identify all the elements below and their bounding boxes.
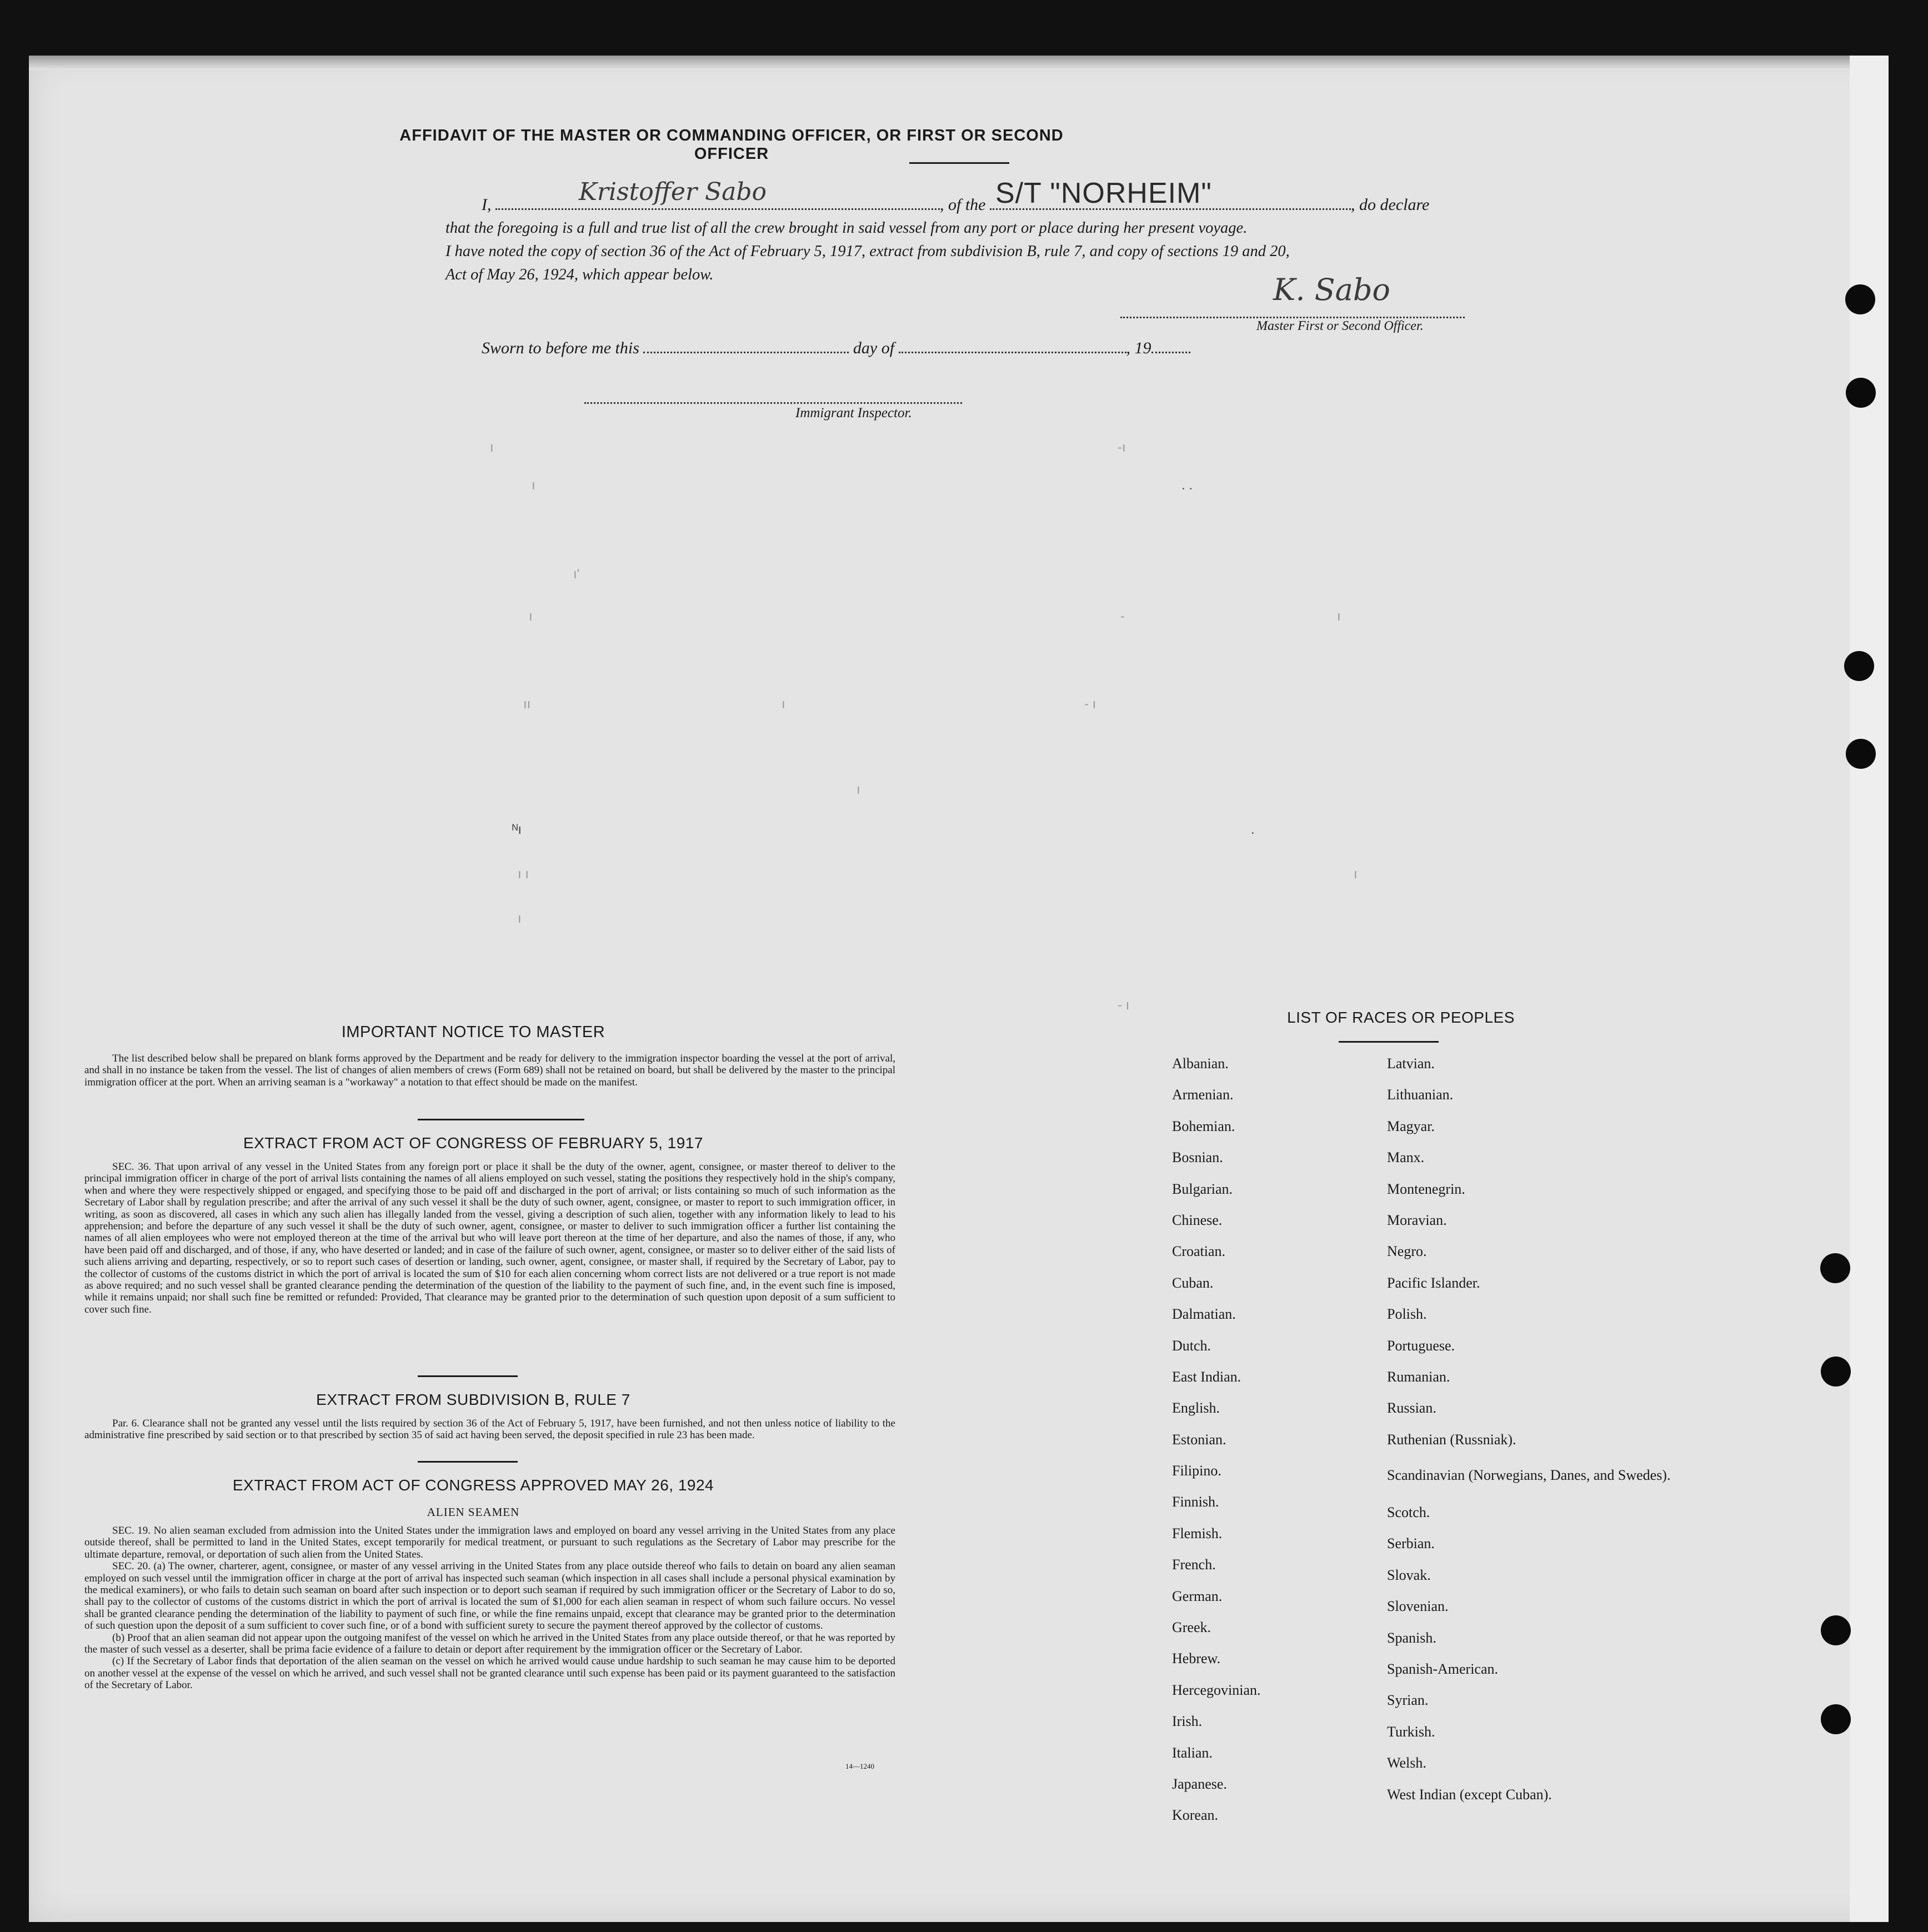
extract-1917-body: SEC. 36. That upon arrival of any vessel in the United States from any foreign port or place it shall be the duty of the owner, agent, consignee, or master thereof to deliver to the principal immigration officer in charge of the port of arrival lists containing the names of all aliens employed on such vessel, stating the positions they respectively hold in the ship's company, when and where they were respectively shipped or engaged, and specifying those to be paid off and discharged in the port of arrival; or lists containing so much of such information as the Secretary of Labor shall by regulation prescribe; and after the arrival of any such vessel it shall be the duty of such owner, agent, consignee, or master to report to such immigration officer, in writing, as soon as discovered, all cases in which any such alien has illegally landed from the vessel, giving a description of such alien, together with any information likely to lead to his apprehension; and before the departure of any such vessel it shall be the duty of such owner, agent, consignee, or master to deliver to such immigration officer a further list containing the names of all alien employees who were not employed thereon at the time of the arrival but who will leave port thereon at the time of her departure, and also the names of those, if any, who have been paid off and discharged, and of those, if any, who have deserted or landed; and in case of the failure of such owner, agent, consignee, or master so to deliver either of the said lists of such aliens arriving and departing, respectively, or so to report such cases of desertion or landing, such owner, agent, consignee, or master shall, if required by the Secretary of Labor, pay to the collector of customs of the customs district in which the port of arrival is located the sum of $10 for each alien concerning whom correct lists are not delivered or a true report is not made as above required; and no such vessel shall be granted clearance pending the determination of the question of the liability to the payment of such fine, and, in the event such fine is imposed, while it remains unpaid; nor shall such fine be remitted or refunded: Provided, That clearance may be granted prior to the determination of such question upon deposit of a sum sufficient to cover such fine. <box>84 1161 895 1315</box>
race-item: West Indian (except Cuban). <box>1387 1786 1552 1803</box>
race-item: Slovenian. <box>1387 1598 1449 1615</box>
race-item: Bulgarian. <box>1172 1180 1233 1197</box>
vessel-line <box>990 177 1351 210</box>
extract-1917-heading: EXTRACT FROM ACT OF CONGRESS OF FEBRUARY 5, 1917 <box>243 1134 703 1152</box>
bleed-through-mark: ı <box>782 697 785 712</box>
notice-heading: IMPORTANT NOTICE TO MASTER <box>341 1023 605 1041</box>
punch-hole <box>1821 1615 1851 1645</box>
race-item: Spanish-American. <box>1387 1661 1499 1678</box>
extract-1924-body <box>84 1525 895 1691</box>
race-item: Dalmatian. <box>1172 1306 1236 1323</box>
race-item: Flemish. <box>1172 1525 1223 1541</box>
bleed-through-mark: . <box>1251 822 1255 837</box>
punch-hole <box>1820 1253 1850 1283</box>
race-item: Finnish. <box>1172 1494 1219 1510</box>
race-item: Syrian. <box>1387 1692 1429 1709</box>
sworn-day-blank <box>643 351 849 353</box>
race-item: Spanish. <box>1387 1629 1436 1646</box>
vessel-stamp: S/T "NORHEIM" <box>995 177 1212 209</box>
race-item: Croatian. <box>1172 1243 1226 1260</box>
race-item: Welsh. <box>1387 1755 1426 1771</box>
race-item: Pacific Islander. <box>1387 1274 1480 1291</box>
section-20a-text: SEC. 20. (a) The owner, charterer, agent, consignee, or master of any vessel arriving in the United States from any place outside thereof who fails to detain on board any alien seaman employed on such vessel until the immigration officer in charge at the port of arrival has inspected such seaman (which inspection in all cases shall include a personal physical examination by the medical examiners), or who fails to detain such seaman on board after such inspection or to deport such seaman if required by such immigration officer or the Secretary of Labor to do so, shall pay to the collector of customs of the customs district in which the port of arrival is located the sum of $1,000 for each alien seaman in respect of whom such failure occurs. No vessel shall be granted clearance pending the determination of the liability to payment of such fine, or while the fine remains unpaid, except that clearance may be granted prior to the determination of such question upon the deposit of a sum sufficient to cover such fine, or of a bond with sufficient surety to secure the payment thereof approved by the collector of customs. <box>84 1560 895 1632</box>
race-item: German. <box>1172 1588 1223 1604</box>
race-item: Turkish. <box>1387 1723 1435 1740</box>
sworn-month-blank <box>899 351 1126 353</box>
section-divider <box>418 1375 518 1377</box>
bleed-through-mark: ı <box>1337 609 1341 624</box>
race-item: Serbian. <box>1387 1535 1435 1552</box>
section-20c-text: (c) If the Secretary of Labor finds that deportation of the alien seaman on the vessel on which he arrived would cause undue hardship to such seaman he may cause him to be deported on another vessel at the expense of the vessel on which he arrived, and such vessel shall not be granted clearance until such expense has been paid or its payment guaranteed to the satisfaction of the Secretary of Labor. <box>84 1655 895 1691</box>
race-item: Lithuanian. <box>1387 1087 1454 1103</box>
punch-hole <box>1821 1704 1851 1734</box>
race-item: Magyar. <box>1387 1118 1435 1134</box>
signature-caption: Master First or Second Officer. <box>1256 319 1424 333</box>
race-item: Latvian. <box>1387 1055 1435 1072</box>
page-top-edge <box>29 56 1889 70</box>
bleed-through-mark: ı ı <box>518 867 529 882</box>
affidavit-first-line <box>482 177 1430 214</box>
do-declare-label: , do declare <box>1351 196 1430 214</box>
day-of-label: day of <box>853 339 895 357</box>
bleed-through-mark: ı <box>518 911 522 926</box>
bleed-through-mark: - ı <box>1084 697 1096 712</box>
page-right-margin <box>1850 56 1889 1922</box>
bleed-through-mark: ı <box>1354 867 1358 882</box>
sworn-year-blank <box>1151 351 1190 353</box>
bleed-through-mark: ı <box>532 478 535 493</box>
form-number: 14—1240 <box>845 1762 874 1770</box>
race-item: Ruthenian (Russniak). <box>1387 1431 1516 1448</box>
master-name-handwriting: Kristoffer Sabo <box>579 178 767 206</box>
race-item: Portuguese. <box>1387 1337 1455 1354</box>
section-divider <box>418 1119 584 1120</box>
bleed-through-mark: -ı <box>1118 440 1126 455</box>
race-item: English. <box>1172 1400 1220 1417</box>
race-item: Scandinavian (Norwegians, Danes, and Swedes). <box>1387 1467 1671 1484</box>
race-item: Greek. <box>1172 1619 1211 1636</box>
master-name-line <box>495 178 940 210</box>
race-item: Dutch. <box>1172 1337 1211 1354</box>
race-item: French. <box>1172 1556 1216 1573</box>
bleed-through-mark: ıı <box>523 697 531 712</box>
race-item: Albanian. <box>1172 1055 1229 1072</box>
inspector-caption: Immigrant Inspector. <box>795 406 912 421</box>
race-item: Estonian. <box>1172 1431 1226 1448</box>
race-item: Armenian. <box>1172 1087 1234 1103</box>
race-item: Chinese. <box>1172 1212 1223 1228</box>
punch-hole <box>1845 284 1875 314</box>
extract-1924-heading: EXTRACT FROM ACT OF CONGRESS APPROVED MAY 26, 1924 <box>232 1476 714 1494</box>
bleed-through-mark: ı <box>857 782 860 797</box>
race-item: Japanese. <box>1172 1775 1227 1792</box>
race-item: Scotch. <box>1387 1504 1430 1521</box>
race-item: Manx. <box>1387 1149 1425 1166</box>
bleed-through-mark: ı <box>490 440 494 455</box>
title-divider <box>909 162 1009 164</box>
race-item: Hebrew. <box>1172 1650 1221 1667</box>
punch-hole <box>1846 739 1876 769</box>
bleed-through-mark: - <box>1120 609 1125 624</box>
declaration-line: Act of May 26, 1924, which appear below. <box>445 266 714 283</box>
race-item: Cuban. <box>1172 1274 1214 1291</box>
extract-1924-subheading: ALIEN SEAMEN <box>427 1505 520 1519</box>
affidavit-title: AFFIDAVIT OF THE MASTER OR COMMANDING OFFICER, OR FIRST OR SECOND OFFICER <box>399 127 1064 163</box>
race-item: Irish. <box>1172 1713 1203 1730</box>
race-item: Hercegovinian. <box>1172 1681 1261 1698</box>
races-left-column <box>1172 1055 1372 1839</box>
race-item: Moravian. <box>1387 1212 1447 1228</box>
races-right-column <box>1387 1055 1676 1818</box>
race-item: Italian. <box>1172 1744 1213 1761</box>
punch-hole <box>1844 651 1874 681</box>
i-label: I, <box>482 196 492 214</box>
year-prefix: , 19 <box>1126 339 1151 357</box>
race-item: Rumanian. <box>1387 1368 1450 1385</box>
race-item: Korean. <box>1172 1807 1219 1824</box>
race-item: Filipino. <box>1172 1463 1221 1479</box>
punch-hole <box>1821 1357 1851 1387</box>
declaration-line: that the foregoing is a full and true list of all the crew brought in said vessel from any port or place during her present voyage. <box>445 219 1248 237</box>
document-page <box>29 56 1889 1922</box>
sworn-line <box>482 339 1190 358</box>
races-divider <box>1339 1041 1439 1043</box>
bleed-through-mark: ı <box>529 609 533 624</box>
inspector-signature-line <box>584 402 962 404</box>
race-item: Bohemian. <box>1172 1118 1235 1134</box>
race-item: East Indian. <box>1172 1368 1241 1385</box>
section-divider <box>418 1461 518 1463</box>
signature-line <box>1120 317 1465 318</box>
extract-rule7-body: Par. 6. Clearance shall not be granted any vessel until the lists required by section 36 of the Act of February 5, 1917, have been furnished, and not then unless notice of liability to the administrative fine prescribed by said section or to that prescribed by section 35 of said act having been served, the deposit specified in rule 23 has been made. <box>84 1418 895 1442</box>
race-item: Montenegrin. <box>1387 1180 1465 1197</box>
notice-body: The list described below shall be prepared on blank forms approved by the Department and be ready for delivery to the immigration inspector boarding the vessel at the port of arrival, and shall in no instance be taken from the vessel. The list of changes of alien members of crews (Form 689) shall not be retained on board, but shall be delivered by the master to the principal immigration officer at the port. When an arriving seaman is a "workaway" a notation to that effect should be made on the manifest. <box>84 1053 895 1088</box>
sworn-label: Sworn to before me this <box>482 339 639 357</box>
officer-signature: K. Sabo <box>1273 272 1390 307</box>
of-the-label: , of the <box>940 196 986 214</box>
section-20b-text: (b) Proof that an alien seaman did not appear upon the outgoing manifest of the vessel on which he arrived in the United States from any place outside thereof, or that he was reported by the master of such vessel as a deserter, shall be prima facie evidence of a failure to detain or deport after requirement by the immigration officer or the Secretary of Labor. <box>84 1631 895 1656</box>
punch-hole <box>1846 378 1876 408</box>
bleed-through-mark: ᴺı <box>512 822 522 837</box>
declaration-line: I have noted the copy of section 36 of the Act of February 5, 1917, extract from subdivision B, rule 7, and copy of sections 19 and 20, <box>445 243 1290 260</box>
bleed-through-mark: ı' <box>573 567 580 582</box>
bleed-through-mark: - ı <box>1118 998 1130 1013</box>
race-item: Slovak. <box>1387 1566 1431 1583</box>
bleed-through-mark: . . <box>1181 478 1193 493</box>
race-item: Polish. <box>1387 1306 1427 1323</box>
race-item: Bosnian. <box>1172 1149 1223 1166</box>
extract-rule7-heading: EXTRACT FROM SUBDIVISION B, RULE 7 <box>316 1391 630 1408</box>
section-19-text: SEC. 19. No alien seaman excluded from admission into the United States under the immigration laws and employed on board any vessel arriving in the United States from any place outside thereof, shall be permitted to land in the United States, except temporarily for medical treatment, or pursuant to such regulations as the Secretary of Labor may prescribe for the ultimate departure, removal, or deportation of such alien from the United States. <box>84 1525 895 1560</box>
races-heading: LIST OF RACES OR PEOPLES <box>1287 1009 1515 1026</box>
race-item: Russian. <box>1387 1400 1436 1417</box>
race-item: Negro. <box>1387 1243 1427 1260</box>
